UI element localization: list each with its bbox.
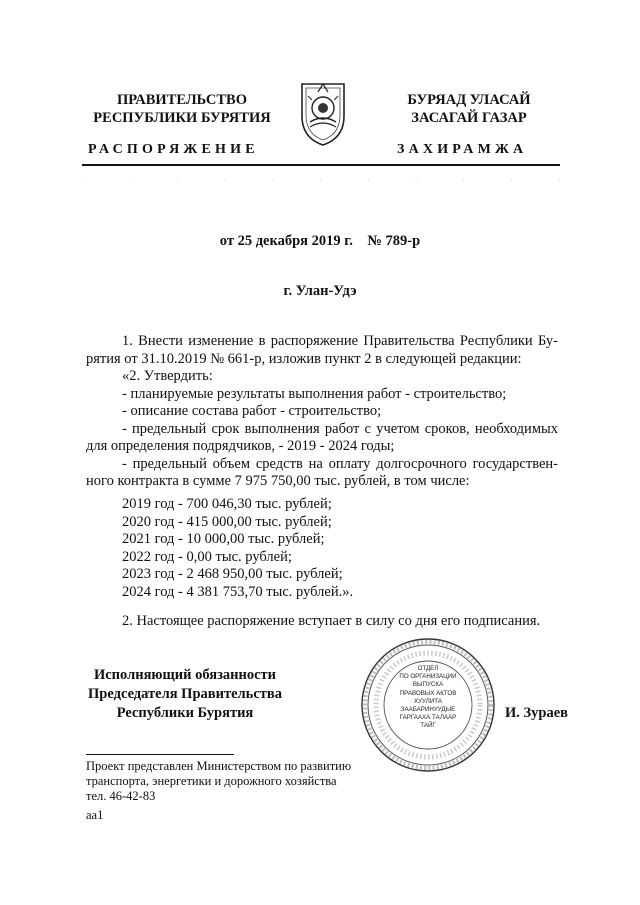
year-2024: 2024 год - 4 381 753,70 тыс. рублей.». (122, 583, 354, 600)
header-right-line1: БУРЯАД УЛАСАЙ (407, 92, 531, 108)
item-4-line1: - предельный объем средств на оплату долгосрочного государствен- (122, 455, 558, 472)
header-dotted-line: . . . . . . . . . . . (82, 174, 560, 183)
year-2020: 2020 год - 415 000,00 тыс. рублей; (122, 513, 332, 530)
stamp-line7: ГАРГААХА ТАЛААР (399, 714, 457, 722)
signature-title-line3: Республики Бурятия (116, 705, 254, 721)
year-2019: 2019 год - 700 046,30 тыс. рублей; (122, 496, 332, 512)
p1-line2: рятия от 31.10.2019 № 661-р, изложив пункт 2 в следующей редакции: (86, 350, 522, 367)
item-4-line2: ного контракта в сумме 7 975 750,00 тыс. рублей, в том числе: (86, 473, 470, 489)
header-left-line2: РЕСПУБЛИКИ БУРЯТИЯ (93, 110, 271, 126)
doc-type-left: РАСПОРЯЖЕНИЕ (88, 142, 259, 157)
item-3-line1: - предельный срок выполнения работ с учетом сроков, необходимых (122, 420, 558, 437)
signature-title (72, 666, 298, 723)
item-1: - планируемые результаты выполнения работ - строительство; (122, 385, 507, 402)
header-rule (82, 164, 560, 166)
year-2023: 2023 год - 2 468 950,00 тыс. рублей; (122, 566, 343, 583)
stamp-line4: ПРАВОВЫХ АКТОВ (399, 689, 457, 697)
p1-line1: 1. Внести изменение в распоряжение Правительства Республики Бу- (122, 333, 558, 349)
signature-title-line1: Исполняющий обязанности (93, 667, 277, 683)
paragraph-2 (86, 613, 558, 631)
date-number: от 25 декабря 2019 г. № 789-р (219, 233, 421, 249)
footer-line2: транспорта, энергетики и дорожного хозяйства (86, 774, 337, 788)
footer-line1: Проект представлен Министерством по развитию (86, 759, 352, 773)
item-2: - описание состава работ - строительство; (122, 403, 382, 419)
stamp-line5: ХУУЛИТА (414, 697, 442, 705)
header-right (374, 91, 564, 127)
footer-code: аа1 (86, 808, 104, 822)
signature-title-line2: Председателя Правительства (88, 686, 282, 702)
stamp-line2: ПО ОРГАНИЗАЦИИ (399, 673, 457, 681)
signer-name: И. Зураев (505, 705, 569, 721)
stamp-line8: ТАЙГ (420, 722, 436, 730)
header-left-line1: ПРАВИТЕЛЬСТВО (117, 92, 247, 108)
header-right-line2: ЗАСАГАЙ ГАЗАР (411, 110, 527, 126)
stamp-text (386, 665, 470, 731)
stamp-line6: ЗААБАРИНУУДЫЕ (400, 706, 456, 714)
footer-rule (86, 754, 234, 755)
official-stamp (358, 635, 498, 775)
body (86, 333, 558, 491)
coat-of-arms-icon (296, 78, 350, 148)
p2-text: 2. Настоящее распоряжение вступает в силу со дня его подписания. (122, 613, 541, 629)
stamp-line3: ВЫПУСКА (412, 681, 444, 689)
city: г. Улан-Удэ (283, 283, 357, 299)
year-list (86, 496, 558, 602)
doc-type-right: ЗАХИРАМЖА (397, 142, 528, 157)
stamp-line1: ОТДЕЛ (417, 665, 439, 672)
footer-note (86, 759, 386, 804)
header-left (82, 91, 282, 127)
year-2022: 2022 год - 0,00 тыс. рублей; (122, 548, 292, 565)
footer-line3: тел. 46-42-83 (86, 789, 156, 803)
item-3-line2: для определения подрядчиков, - 2019 - 2024 годы; (86, 438, 395, 454)
p1-line3: «2. Утвердить: (122, 368, 213, 384)
year-2021: 2021 год - 10 000,00 тыс. рублей; (122, 531, 325, 548)
